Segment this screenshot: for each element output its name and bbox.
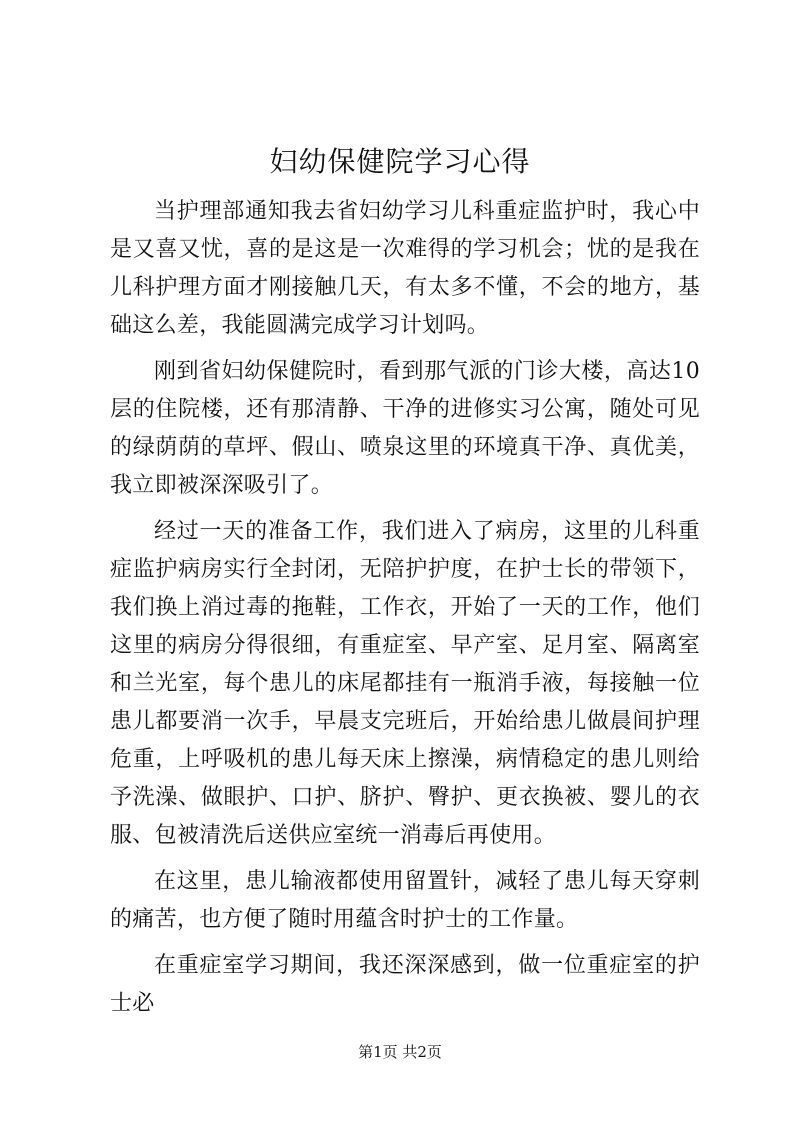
paragraph-1: 当护理部通知我去省妇幼学习儿科重症监护时，我心中是又喜又忧，喜的是这是一次难得的学习机会；忧的是我在儿科护理方面才刚接触几天，有太多不懂，不会的地方，基础这么差，我能圆满完成学习计划吗。 bbox=[110, 199, 700, 338]
paragraph-3: 经过一天的准备工作，我们进入了病房，这里的儿科重症监护病房实行全封闭，无陪护护度，在护士长的带领下，我们换上消过毒的拖鞋，工作衣，开始了一天的工作，他们这里的病房分得很细，有重症室、早产室、足月室、隔离室和兰光室，每个患儿的床尾都挂有一瓶消手液，每接触一位患儿都要消一次手，早晨支完班后，开始给患儿做晨间护理危重，上呼吸机的患儿每天床上擦澡，病情稳定的患儿则给予洗澡、做眼护、口护、脐护、臀护、更衣换被、婴儿的衣服、包被清洗后送供应室统一消毒后再使用。 bbox=[110, 519, 700, 848]
paragraph-4: 在这里，患儿输液都使用留置针，减轻了患儿每天穿刺的痛苦，也方便了随时用蕴含时护士的工作量。 bbox=[110, 869, 700, 932]
document-title: 妇幼保健院学习心得 bbox=[269, 145, 531, 178]
paragraph-5: 在重症室学习期间，我还深深感到，做一位重症室的护士必 bbox=[110, 953, 700, 1016]
paragraph-2: 刚到省妇幼保健院时，看到那气派的门诊大楼，高达10层的住院楼，还有那清静、干净的进修实习公寓，随处可见的绿荫荫的草坪、假山、喷泉这里的环境真干净、真优美，我立即被深深吸引了。 bbox=[110, 359, 700, 498]
page-number-footer: 第1页 共2页 bbox=[358, 1043, 442, 1061]
document-body bbox=[110, 193, 700, 1023]
